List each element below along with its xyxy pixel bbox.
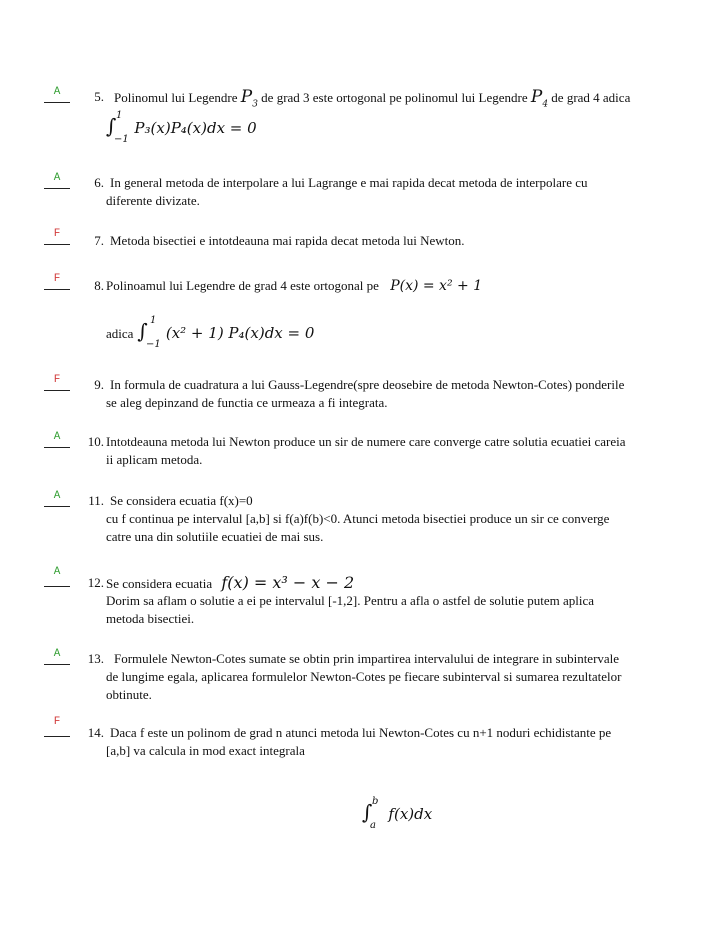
question-text-line3: catre una din solutiile ecuatiei de mai sus. <box>106 529 324 544</box>
integral-body: P₃(x)P₄(x)dx = 0 <box>134 119 257 137</box>
answer-blank <box>44 244 70 245</box>
answer-blank <box>44 506 70 507</box>
integral-upper: 1 <box>150 315 157 326</box>
question-text-line2: [a,b] va calcula in mod exact integrala <box>106 743 305 758</box>
question-text-line1 <box>106 574 706 593</box>
adica-integral <box>106 315 315 350</box>
answer-mark: F <box>53 374 61 386</box>
text-end: de grad 4 adica <box>551 90 631 105</box>
question-text-line2: cu f continua pe intervalul [a,b] si f(a)f(b)<0. Atunci metoda bisectiei produce un sir ce converge <box>106 511 610 526</box>
answer-blank <box>44 447 70 448</box>
polynomial-px: P(x) = x² + 1 <box>390 278 483 294</box>
answer-mark: A <box>53 648 61 660</box>
question-text-line2: de lungime egala, aplicarea formulelor Newton-Cotes pe fiecare subinterval si sumarea rezultatelor <box>106 669 622 684</box>
answer-blank <box>44 736 70 737</box>
question-text-line1: Metoda bisectiei e intotdeauna mai rapida decat metoda lui Newton. <box>110 233 465 248</box>
question-text-line3: metoda bisectiei. <box>106 611 195 626</box>
integral-body: (x² + 1) P₄(x)dx = 0 <box>165 324 315 342</box>
answer-blank <box>44 188 70 189</box>
question-text-line3: obtinute. <box>106 687 152 702</box>
answer-mark: F <box>53 228 61 240</box>
text-mid: de grad 3 este ortogonal pe polinomul lui Legendre <box>261 90 528 105</box>
question-text <box>114 88 714 113</box>
answer-blank <box>44 586 70 587</box>
question-text-line1: In formula de cuadratura a lui Gauss-Legendre(spre deosebire de metoda Newton-Cotes) ponderile <box>110 377 625 392</box>
question-text-line1: Daca f este un polinom de grad n atunci metoda lui Newton-Cotes cu n+1 noduri echidistante pe <box>110 725 612 740</box>
text-start: Polinoamul lui Legendre de grad 4 este ortogonal pe <box>106 278 379 293</box>
integral-sign: ∫ <box>137 319 148 343</box>
answer-mark: A <box>53 172 61 184</box>
question-number: 10. <box>87 434 104 449</box>
integral-upper: b <box>372 796 379 807</box>
answer-blank <box>44 102 70 103</box>
integral-lower: −1 <box>114 134 129 145</box>
question-number: 11. <box>88 493 104 508</box>
integral-body: f(x)dx <box>388 805 433 823</box>
question-number: 6. <box>94 175 104 190</box>
integral-upper: 1 <box>116 110 123 121</box>
answer-blank <box>44 390 70 391</box>
answer-mark: A <box>53 566 61 578</box>
answer-blank <box>44 664 70 665</box>
question-text-line2: diferente divizate. <box>106 193 200 208</box>
answer-mark: A <box>53 490 61 502</box>
question-number: 5. <box>94 89 104 104</box>
answer-mark: A <box>53 431 61 443</box>
text-start: Se considera ecuatia <box>106 576 213 591</box>
question-text-line1: In general metoda de interpolare a lui Lagrange e mai rapida decat metoda de interpolare cu <box>110 175 588 190</box>
legendre-p4: $P_4$ <box>530 87 549 110</box>
question-number: 8. <box>94 278 104 293</box>
equation-fx: f(x) = x³ − x − 2 <box>221 573 355 592</box>
question-text-line1: Se considera ecuatia f(x)=0 <box>110 493 253 508</box>
question-number: 13. <box>87 651 104 666</box>
adica-label: adica <box>106 326 134 341</box>
integral-sign: ∫ <box>106 114 117 138</box>
question-text-line2: ii aplicam metoda. <box>106 452 203 467</box>
legendre-p3: $P_3$ <box>240 87 258 110</box>
question-number: 12. <box>87 575 104 590</box>
question-text-line1: Formulele Newton-Cotes sumate se obtin prin impartirea intervalului de integrare in subintervale <box>114 651 620 666</box>
question-text-line2: Dorim sa aflam o solutie a ei pe intervalul [-1,2]. Pentru a afla o astfel de solutie putem aplica <box>106 593 595 608</box>
answer-blank <box>44 289 70 290</box>
integral-lower: a <box>370 820 376 831</box>
question-text-line1 <box>106 277 706 295</box>
answer-mark: A <box>53 86 61 98</box>
integral-lower: −1 <box>146 339 161 350</box>
orthogonality-integral <box>106 110 257 145</box>
text-start: Polinomul lui Legendre <box>114 90 238 105</box>
question-number: 7. <box>94 233 104 248</box>
integral-sign: ∫ <box>362 800 373 824</box>
question-number: 14. <box>87 725 104 740</box>
question-text-line2: se aleg depinzand de functia ce urmeaza a fi integrata. <box>106 395 388 410</box>
answer-mark: F <box>53 273 61 285</box>
answer-mark: F <box>53 716 61 728</box>
question-number: 9. <box>94 377 104 392</box>
newton-cotes-integral <box>362 796 433 831</box>
question-text-line1: Intotdeauna metoda lui Newton produce un sir de numere care converge catre solutia ecuatiei careia <box>106 434 626 449</box>
